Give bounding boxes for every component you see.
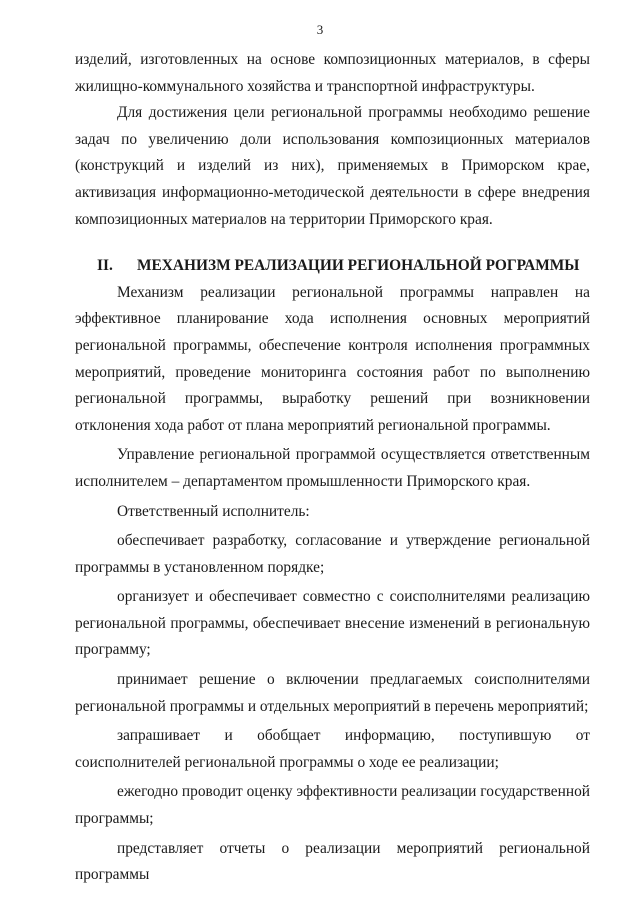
paragraph: Для достижения цели региональной программы необходимо решение задач по увеличению доли использования композиционных материалов (конструкций и изделий из них), применяемых в Приморском крае, активизация информационно-методической деятельности в сфере внедрения композиционных материалов на территории Приморского края. [75, 104, 590, 228]
paragraph: изделий, изготовленных на основе композиционных материалов, в сферы жилищно-коммунального хозяйства и транспортной инфраструктуры. [75, 51, 590, 95]
paragraph: ежегодно проводит оценку эффективности реализации государственной программы; [75, 783, 590, 828]
paragraph: обеспечивает разработку, согласование и утверждение региональной программы в установленном порядке; [75, 532, 590, 576]
paragraph: запрашивает и обобщает информацию, поступившую от соисполнителей региональной программы о ходе ее реализации; [75, 727, 590, 771]
paragraph: организует и обеспечивает совместно с соисполнителями реализацию региональной программы, обеспечивает внесение изменений в региональную программу; [75, 588, 590, 659]
paragraph: принимает решение о включении предлагаемых соисполнителями региональной программы и отдельных мероприятий в перечень мероприятий; [75, 671, 590, 715]
paragraph: Механизм реализации региональной программы направлен на эффективное планирование хода исполнения основных мероприятий региональной программы, обеспечение контроля исполнения программных мероприятий, проведение мониторинга состояния работ по выполнению региональной программы, выработку решений при возникновении отклонения хода работ от плана мероприятий региональной программы. [75, 283, 590, 434]
section-title: МЕХАНИЗМ РЕАЛИЗАЦИИ РЕГИОНАЛЬНОЙ РОГРАММЫ [137, 257, 580, 275]
section-heading [75, 253, 590, 280]
document-body [75, 47, 590, 889]
paragraph: Управление региональной программой осуществляется ответственным исполнителем – департаментом промышленности Приморского края. [75, 446, 590, 490]
paragraph: Ответственный исполнитель: [117, 502, 310, 520]
paragraph: представляет отчеты о реализации мероприятий региональной программы [75, 839, 590, 884]
section-number: II. [97, 257, 113, 275]
page-number: 3 [316, 22, 324, 37]
